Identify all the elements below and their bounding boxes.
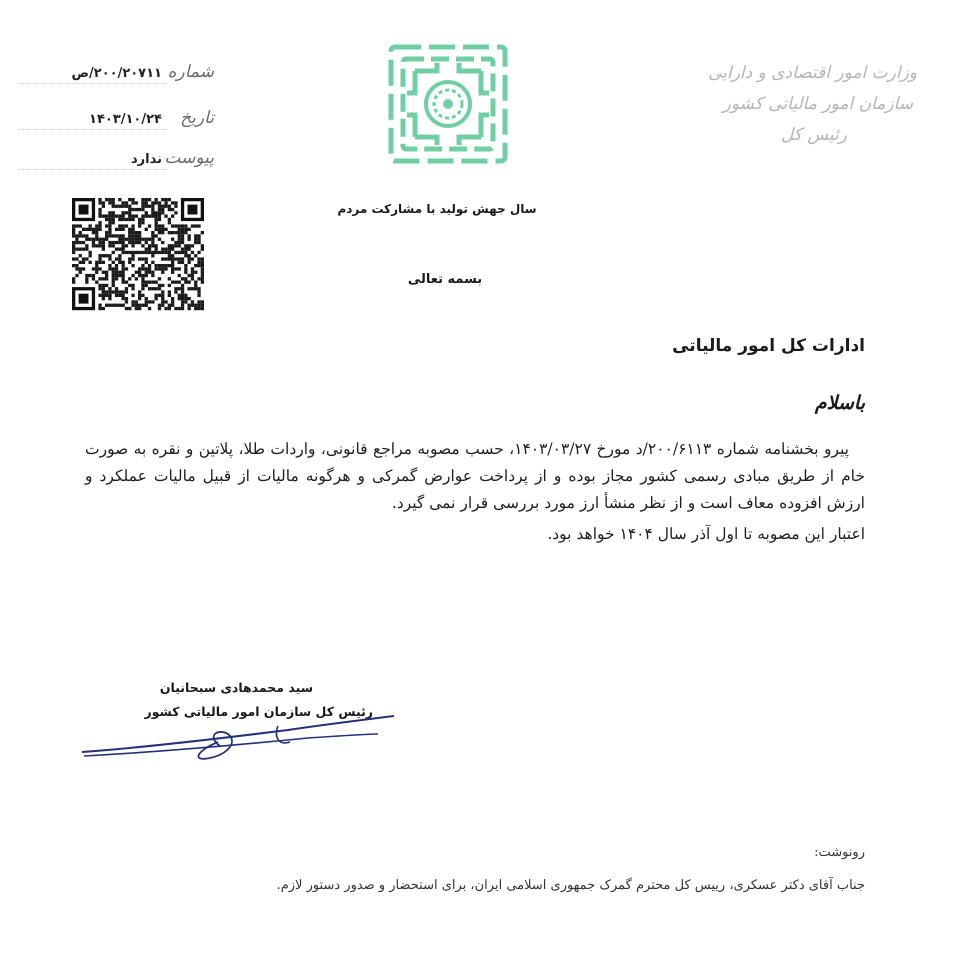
date-row xyxy=(18,110,214,134)
tax-organization-logo-icon xyxy=(387,43,509,165)
handwritten-signature-icon xyxy=(78,712,398,764)
cc-label: رونوشت: xyxy=(814,845,865,860)
date-label: تاریخ xyxy=(180,108,214,128)
qr-code-icon xyxy=(72,198,204,312)
ministry-line-2: سازمان امور مالیاتی کشور xyxy=(722,94,913,114)
attachment-row xyxy=(18,150,214,174)
number-underline xyxy=(18,83,168,84)
number-row xyxy=(18,64,214,88)
year-motto: سال جهش تولید با مشارکت مردم xyxy=(337,202,537,216)
bismillah: بسمه تعالی xyxy=(407,272,483,287)
cc-text: جناب آقای دکتر عسکری، رییس کل محترم گمرک جمهوری اسلامی ایران، برای استحضار و صدور دستور لازم. xyxy=(276,878,865,893)
date-underline xyxy=(18,129,168,130)
number-label: شماره xyxy=(167,62,214,82)
date-value: ۱۴۰۳/۱۰/۲۴ xyxy=(89,112,162,127)
signatory-name: سید محمدهادی سبحانیان xyxy=(159,680,313,695)
body-paragraph-2: اعتبار این مصوبه تا اول آذر سال ۱۴۰۴ خواهد بود. xyxy=(547,525,865,543)
ministry-header xyxy=(677,58,917,151)
greeting: باسلام xyxy=(814,392,865,414)
number-value: ۲۰۰/۲۰۷۱۱/ص xyxy=(71,66,162,81)
attachment-value: ندارد xyxy=(130,152,162,167)
signatory-title: رئیس کل سازمان امور مالیاتی کشور xyxy=(144,704,373,719)
recipient: ادارات کل امور مالیاتی xyxy=(672,336,865,356)
ministry-line-1: وزارت امور اقتصادی و دارایی xyxy=(708,63,917,83)
attachment-underline xyxy=(18,169,168,170)
letter-body xyxy=(85,436,865,548)
attachment-label: پیوست xyxy=(164,148,214,168)
body-paragraph-1: پیرو بخشنامه شماره ۲۰۰/۶۱۱۳/د مورخ ۱۴۰۳/۰۳/۲۷، حسب مصوبه مراجع قانونی، واردات طلا، پلاتین و نقره به صورت خام از طریق مبادی رسمی کشور مجاز بوده و از پرداخت عوارض گمرکی و هرگونه مالیات از قبیل مالیات عملکرد و ارزش افزوده معاف است و از نظر منشأ ارز مورد بررسی قرار نمی گیرد. xyxy=(85,440,865,512)
ministry-line-3: رئیس کل xyxy=(780,125,847,145)
